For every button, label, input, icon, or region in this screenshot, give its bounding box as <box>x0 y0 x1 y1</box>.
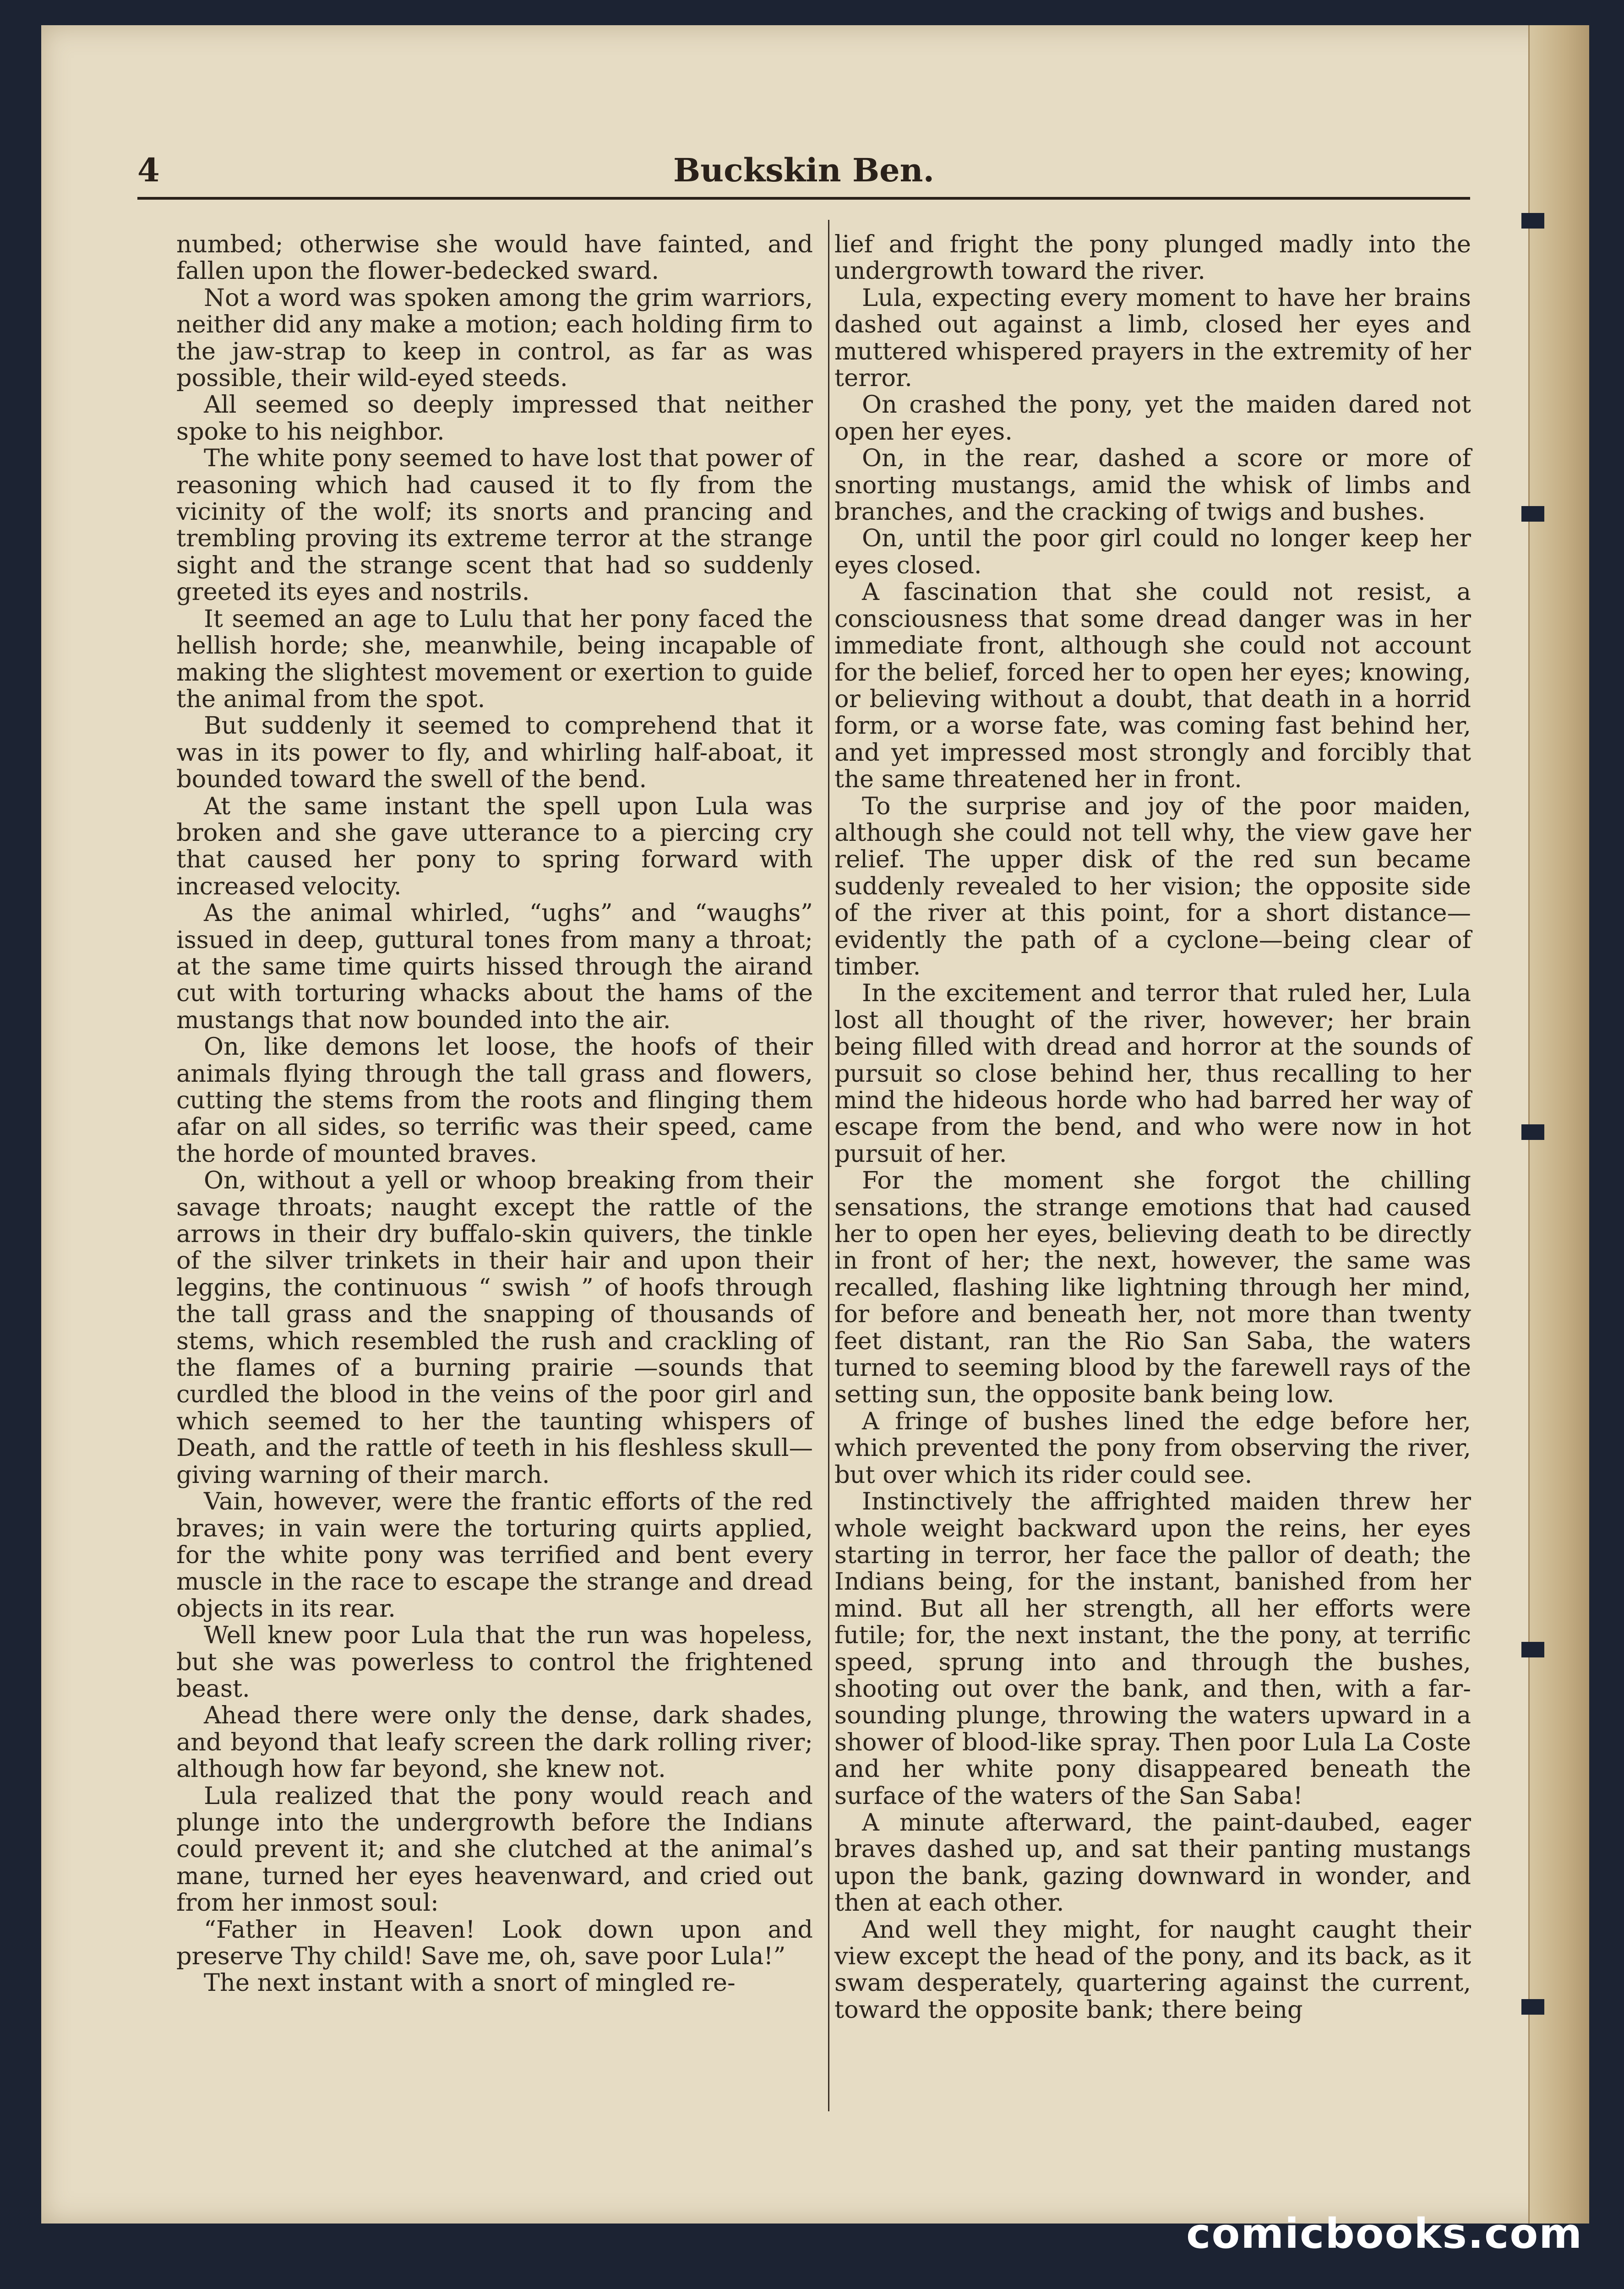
paragraph: All seemed so deeply impressed that neither spoke to his neighbor. <box>176 391 813 446</box>
paragraph: On, without a yell or whoop breaking from their savage throats; naught except the rattle of the arrows in their dry buffalo-skin quivers, the tinkle of the silver trinkets in their hair and upon their leggins, the continuous “ swish ” of hoofs through the tall grass and the snapping of thousands of stems, which resembled the rush and crackling of the flames of a burning prairie —sounds that curdled the blood in the veins of the poor girl and which seemed to her the taunting whispers of Death, and the rattle of teeth in his fleshless skull—giving warning of their march. <box>176 1166 813 1489</box>
paragraph: Not a word was spoken among the grim warriors, neither did any make a motion; each holding firm to the jaw-strap to keep in control, as far as was possible, their wild-eyed steeds. <box>176 283 813 392</box>
paragraph: A minute afterward, the paint-daubed, eager braves dashed up, and sat their panting mustangs upon the bank, gazing downward in wonder, and then at each other. <box>834 1808 1471 1917</box>
paragraph: As the animal whirled, “ughs” and “waughs” issued in deep, guttural tones from many a throat; at the same time quirts hissed through the airand cut with torturing whacks about the hams of the mustangs that now bounded into the air. <box>176 899 813 1034</box>
paragraph: On, like demons let loose, the hoofs of their animals flying through the tall grass and flowers, cutting the stems from the roots and flinging them afar on all sides, so terrific was their speed, came the horde of mounted braves. <box>176 1033 813 1168</box>
paragraph: On crashed the pony, yet the maiden dared not open her eyes. <box>834 391 1471 446</box>
page-number: 4 <box>137 151 160 189</box>
staple-hole <box>1521 1642 1544 1657</box>
paragraph: A fascination that she could not resist, a consciousness that some dread danger was in her immediate front, although she could not account for the belief, forced her to open her eyes; knowing, or believing without a doubt, that death in a horrid form, or a worse fate, was coming fast behind her, and yet impressed most strongly and forcibly that the same threatened her in front. <box>834 578 1471 794</box>
paragraph: And well they might, for naught caught their view except the head of the pony, and its back, as it swam desperately, quartering against the current, toward the opposite bank; there being <box>834 1915 1471 2024</box>
paragraph: A fringe of bushes lined the edge before her, which prevented the pony from observing the river, but over which its rider could see. <box>834 1407 1471 1489</box>
paragraph: At the same instant the spell upon Lula was broken and she gave utterance to a piercing cry that caused her pony to spring forward with increased velocity. <box>176 792 813 900</box>
paragraph: It seemed an age to Lulu that her pony faced the hellish horde; she, meanwhile, being incapable of making the slightest movement or exertion to guide the animal from the spot. <box>176 605 813 713</box>
paragraph: Ahead there were only the dense, dark shades, and beyond that leafy screen the dark rolling river; although how far beyond, she knew not. <box>176 1701 813 1783</box>
binding-spine <box>1528 25 1589 2224</box>
paragraph: But suddenly it seemed to comprehend that it was in its power to fly, and whirling half-aboat, it bounded toward the swell of the bend. <box>176 712 813 794</box>
staple-hole <box>1521 1999 1544 2015</box>
running-title: Buckskin Ben. <box>673 151 934 189</box>
staple-hole <box>1521 213 1544 229</box>
watermark: comicbooks.com <box>1186 2210 1583 2258</box>
paragraph: On, until the poor girl could no longer keep her eyes closed. <box>834 524 1471 579</box>
paragraph: The next instant with a snort of mingled re- <box>204 1969 736 1997</box>
paragraph: “Father in Heaven! Look down upon and preserve Thy child! Save me, oh, save poor Lula!” <box>176 1915 813 1970</box>
paragraph: In the excitement and terror that ruled her, Lula lost all thought of the river, however; her brain being filled with dread and horror at the sounds of pursuit so close behind her, thus recalling to her mind the hideous horde who had barred her way of escape from the bend, and who were now in hot pursuit of her. <box>834 979 1471 1168</box>
staple-hole <box>1521 1124 1544 1140</box>
paragraph: To the surprise and joy of the poor maiden, although she could not tell why, the view gave her relief. The upper disk of the red sun became suddenly revealed to her vision; the opposite side of the river at this point, for a short distance—evidently the path of a cyclone—being clear of timber. <box>834 792 1471 981</box>
column-divider <box>828 220 829 2111</box>
paragraph: The white pony seemed to have lost that power of reasoning which had caused it to fly from the vicinity of the wolf; its snorts and prancing and trembling proving its extreme terror at the strange sight and the strange scent that had so suddenly greeted its eyes and nostrils. <box>176 444 813 606</box>
paragraph: For the moment she forgot the chilling sensations, the strange emotions that had caused her to open her eyes, believing death to be directly in front of her; the next, however, the same was recalled, flashing like lightning through her mind, for before and beneath her, not more than twenty feet distant, ran the Rio San Saba, the waters turned to seeming blood by the farewell rays of the setting sun, the opposite bank being low. <box>834 1166 1471 1409</box>
paragraph: numbed; otherwise she would have fainted, and fallen upon the flower-bedecked sward. <box>176 230 813 285</box>
paragraph: Instinctively the affrighted maiden threw her whole weight backward upon the reins, her eyes starting in terror, her face the pallor of death; the Indians being, for the instant, banished from her mind. But all her strength, all her efforts were futile; for, the next instant, the the pony, at terrific speed, sprung into and through the bushes, shooting out over the bank, and then, with a far-sounding plunge, throwing the waters upward in a shower of blood-like spray. Then poor Lula La Coste and her white pony disappeared beneath the surface of the waters of the San Saba! <box>834 1488 1471 1810</box>
page-header <box>137 151 1470 200</box>
right-column <box>834 231 1471 2023</box>
staple-hole <box>1521 506 1544 522</box>
paragraph: On, in the rear, dashed a score or more of snorting mustangs, amid the whisk of limbs and branches, and the cracking of twigs and bushes. <box>834 444 1471 526</box>
paragraph: lief and fright the pony plunged madly into the undergrowth toward the river. <box>834 230 1471 285</box>
paragraph: Lula realized that the pony would reach and plunge into the undergrowth before the Indians could prevent it; and she clutched at the animal’s mane, turned her eyes heavenward, and cried out from her inmost soul: <box>176 1782 813 1917</box>
paragraph: Well knew poor Lula that the run was hopeless, but she was powerless to control the frightened beast. <box>176 1621 813 1703</box>
paragraph: Vain, however, were the frantic efforts of the red braves; in vain were the torturing quirts applied, for the white pony was terrified and bent every muscle in the race to escape the strange and dread objects in its rear. <box>176 1488 813 1623</box>
left-column <box>176 231 813 1997</box>
paragraph: Lula, expecting every moment to have her brains dashed out against a limb, closed her eyes and muttered whispered prayers in the extremity of her terror. <box>834 283 1471 392</box>
